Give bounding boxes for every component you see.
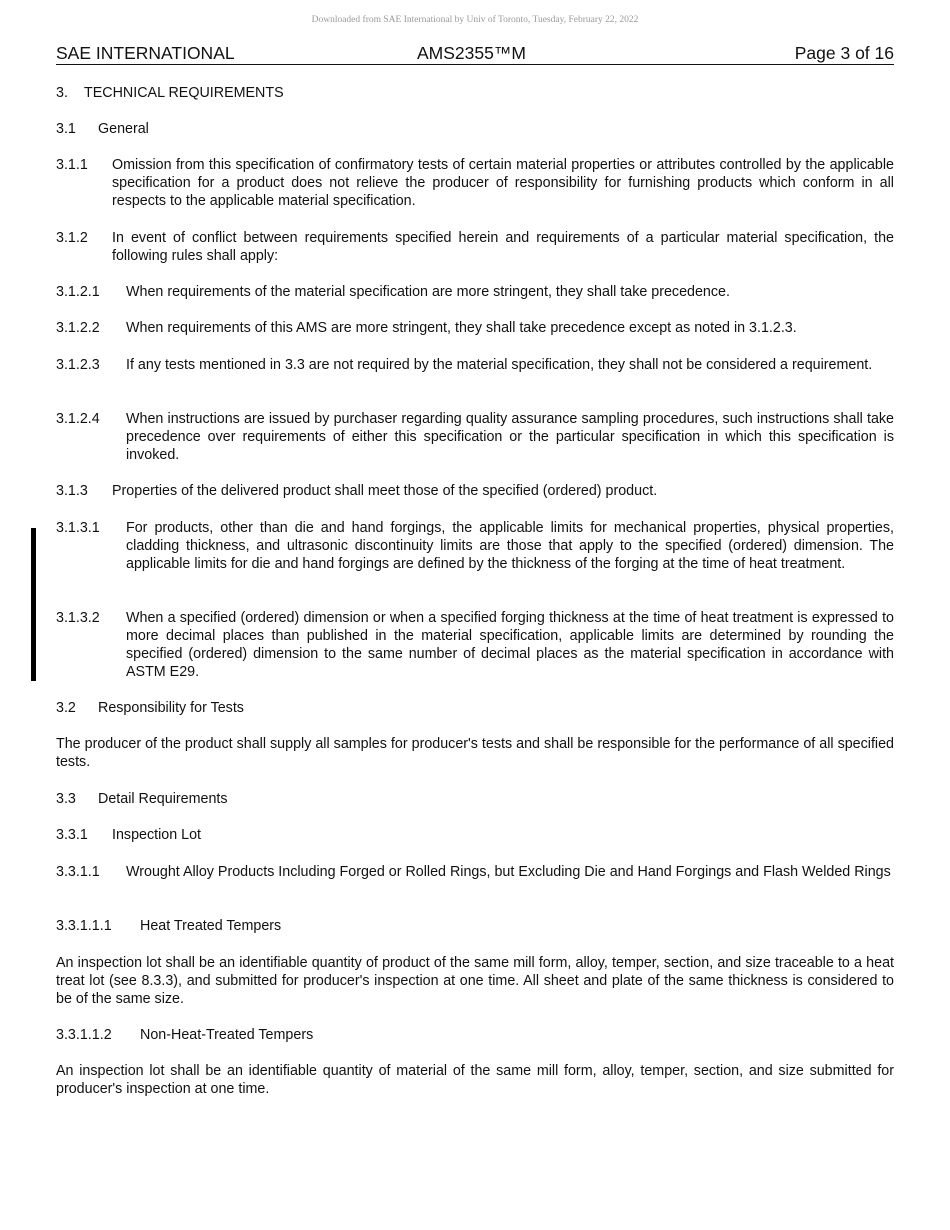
paragraph-text: The producer of the product shall supply all samples for producer's tests and shall be responsible for the performance of all specified tests. bbox=[56, 736, 894, 770]
section-heading bbox=[56, 790, 894, 808]
paragraph-number: 3.1.2 bbox=[56, 230, 88, 246]
paragraph-text: For products, other than die and hand forgings, the applicable limits for mechanical properties, physical properties, cladding thickness, and ultrasonic discontinuity limits are those that apply to the specified (ordered) dimension. The applicable limits for die and hand forgings are defined by the thickness of the forging at the time of heat treatment. bbox=[126, 520, 894, 572]
paragraph-number: 3.1.2.4 bbox=[56, 411, 100, 427]
section-title: TECHNICAL REQUIREMENTS bbox=[84, 85, 284, 101]
section-heading bbox=[56, 1026, 894, 1044]
revision-change-bar bbox=[31, 528, 36, 681]
paragraph bbox=[56, 410, 894, 464]
paragraph-number: 3.1.1 bbox=[56, 157, 88, 173]
section-title: Inspection Lot bbox=[112, 827, 202, 843]
paragraph-text: If any tests mentioned in 3.3 are not required by the material specification, they shall not be considered a requirement. bbox=[126, 357, 873, 373]
paragraph-number: 3.1.3.1 bbox=[56, 520, 100, 536]
paragraph-text: In event of conflict between requirements specified herein and requirements of a particular material specification, the following rules shall apply: bbox=[112, 230, 894, 264]
paragraph-number: 3.1.3.2 bbox=[56, 610, 100, 626]
section-title: Heat Treated Tempers bbox=[140, 918, 282, 934]
section-title: General bbox=[98, 121, 149, 137]
section-number: 3.1 bbox=[56, 121, 76, 137]
paragraph-number: 3.1.2.3 bbox=[56, 357, 100, 373]
section-title: Non-Heat-Treated Tempers bbox=[140, 1027, 314, 1043]
section-heading bbox=[56, 699, 894, 717]
paragraph bbox=[56, 1062, 894, 1098]
paragraph bbox=[56, 519, 894, 573]
paragraph-text: An inspection lot shall be an identifiable quantity of product of the same mill form, alloy, temper, section, and size traceable to a heat treat lot (see 8.3.3), and submitted for producer's inspection at one time. All sheet and plate of the same thickness is considered to be of the same size. bbox=[56, 955, 894, 1007]
section-heading bbox=[56, 84, 894, 102]
paragraph bbox=[56, 954, 894, 1008]
section-title: Responsibility for Tests bbox=[98, 700, 244, 716]
section-title: Wrought Alloy Products Including Forged or Rolled Rings, but Excluding Die and Hand Forgings and Flash Welded Rings bbox=[126, 864, 891, 880]
section-heading bbox=[56, 120, 894, 138]
paragraph bbox=[56, 356, 894, 374]
paragraph bbox=[56, 156, 894, 210]
paragraph-text: When requirements of the material specification are more stringent, they shall take precedence. bbox=[126, 284, 730, 300]
section-title: Detail Requirements bbox=[98, 791, 228, 807]
paragraph bbox=[56, 319, 894, 337]
paragraph-number: 3.1.3 bbox=[56, 483, 88, 499]
section-number: 3.3.1.1.1 bbox=[56, 918, 112, 934]
section-number: 3.2 bbox=[56, 700, 76, 716]
header-org: SAE INTERNATIONAL bbox=[56, 43, 235, 63]
section-number: 3.3.1 bbox=[56, 827, 88, 843]
paragraph-text: When instructions are issued by purchaser regarding quality assurance sampling procedures, such instructions shall take precedence over requirements of either this specification or the particular specification in which this specification is invoked. bbox=[126, 411, 894, 463]
paragraph-text: Omission from this specification of confirmatory tests of certain material properties or attributes controlled by the applicable specification for a product does not relieve the producer of responsibility for furnishing products which conform in all respects to the applicable material specification. bbox=[112, 157, 894, 209]
section-number: 3.3.1.1.2 bbox=[56, 1027, 112, 1043]
section-heading bbox=[56, 863, 894, 881]
paragraph-text: Properties of the delivered product shall meet those of the specified (ordered) product. bbox=[112, 483, 658, 499]
section-heading bbox=[56, 917, 894, 935]
section-number: 3. bbox=[56, 85, 68, 101]
download-watermark: Downloaded from SAE International by Univ of Toronto, Tuesday, February 22, 2022 bbox=[311, 15, 639, 25]
page-header bbox=[56, 43, 894, 65]
paragraph bbox=[56, 482, 894, 500]
section-number: 3.3.1.1 bbox=[56, 864, 100, 880]
header-doc-id: AMS2355™M bbox=[417, 43, 526, 63]
section-heading bbox=[56, 826, 894, 844]
header-page-number: Page 3 of 16 bbox=[794, 43, 894, 63]
paragraph-number: 3.1.2.2 bbox=[56, 320, 100, 336]
paragraph-number: 3.1.2.1 bbox=[56, 284, 100, 300]
paragraph-text: When a specified (ordered) dimension or when a specified forging thickness at the time of heat treatment is expressed to more decimal places than published in the material specification, applicable limits are determined by rounding the specified (ordered) dimension to the same number of decimal places as the material specification in accordance with ASTM E29. bbox=[126, 610, 894, 680]
section-number: 3.3 bbox=[56, 791, 76, 807]
paragraph bbox=[56, 735, 894, 771]
paragraph bbox=[56, 283, 894, 301]
paragraph bbox=[56, 609, 894, 681]
paragraph-text: An inspection lot shall be an identifiable quantity of material of the same mill form, alloy, temper, section, and size submitted for producer's inspection at one time. bbox=[56, 1063, 894, 1097]
paragraph-text: When requirements of this AMS are more stringent, they shall take precedence except as noted in 3.1.2.3. bbox=[126, 320, 797, 336]
paragraph bbox=[56, 229, 894, 265]
